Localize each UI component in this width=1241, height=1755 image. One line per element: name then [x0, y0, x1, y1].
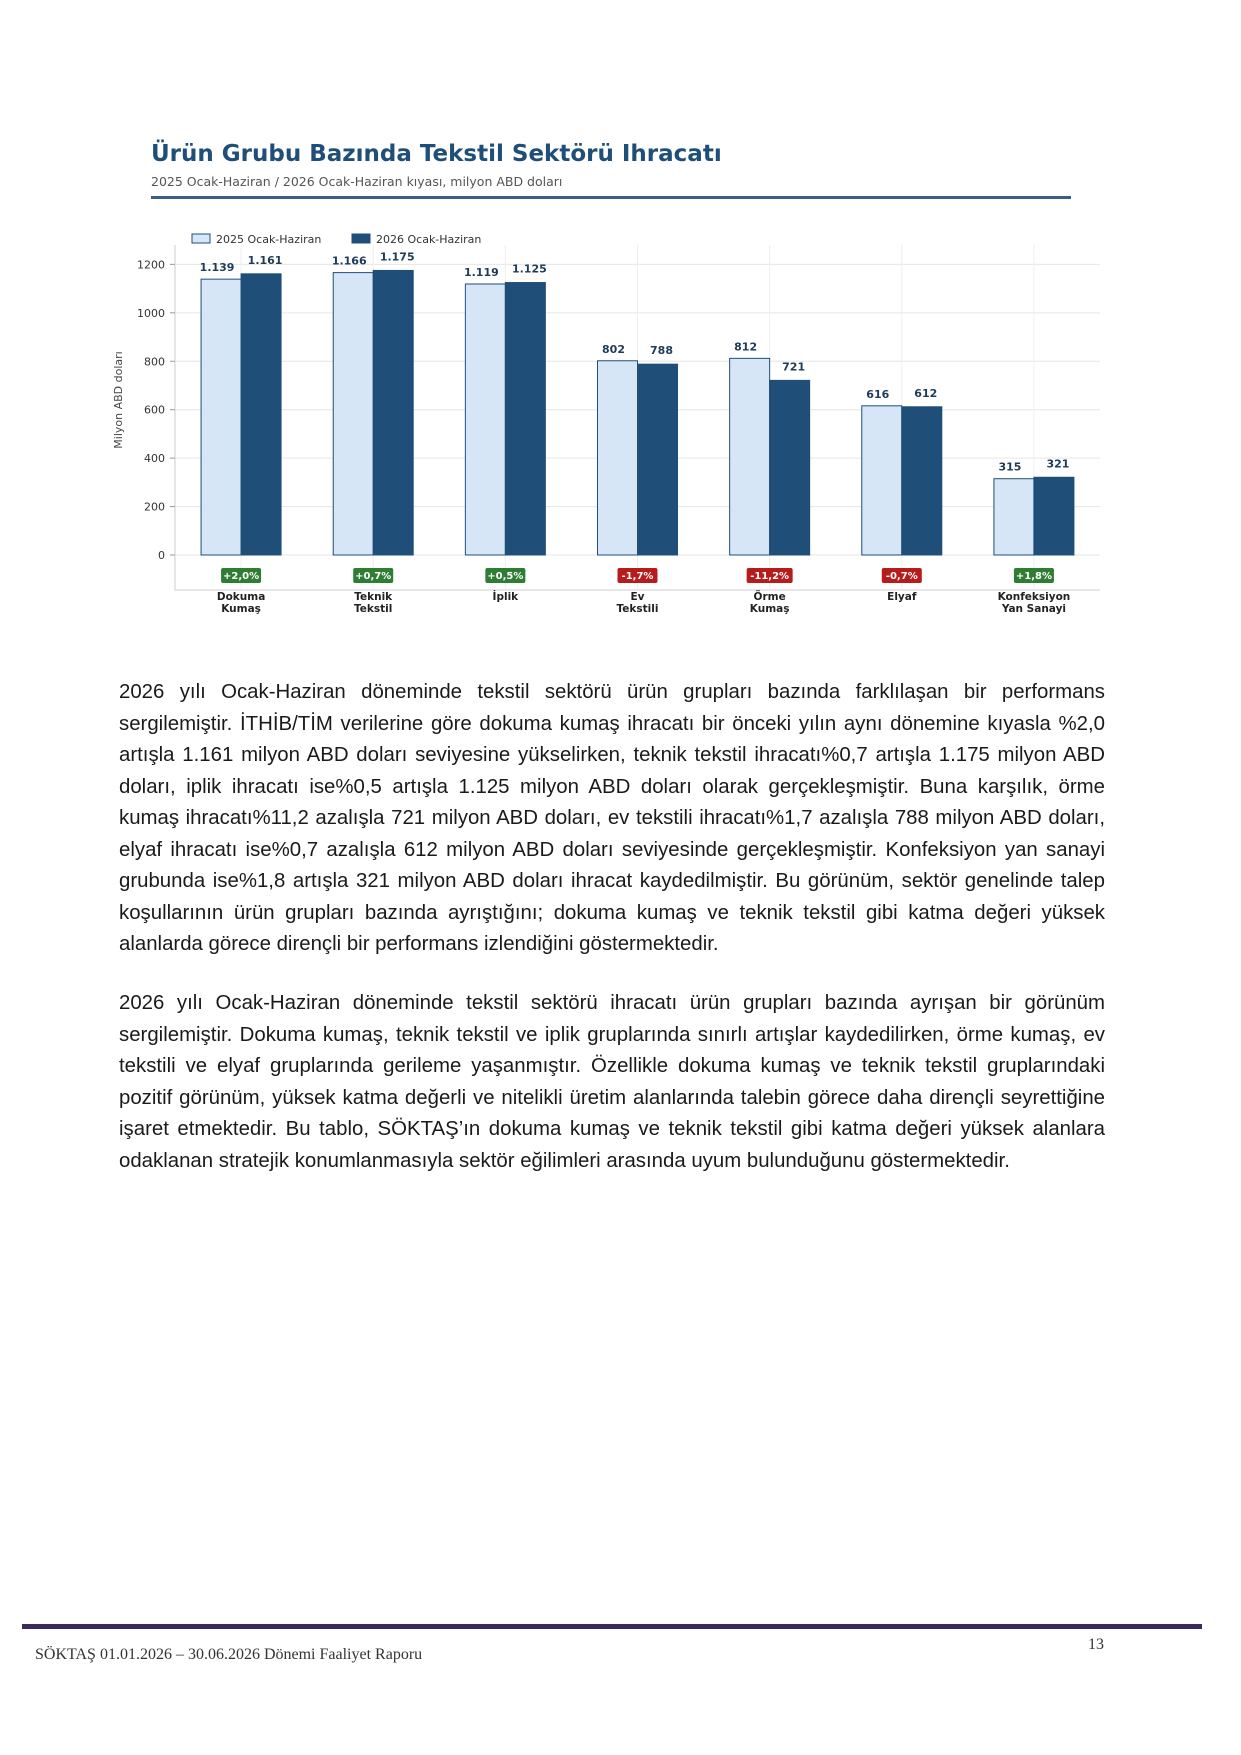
y-tick-label: 0: [158, 549, 165, 562]
category-label: Kumaş: [749, 603, 790, 615]
category-label: Tekstil: [354, 603, 393, 615]
bar-value-label: 1.161: [247, 253, 283, 267]
bar-value-label: 321: [1046, 457, 1070, 471]
legend-label: 2025 Ocak-Haziran: [216, 233, 322, 246]
category-label: Teknik: [354, 591, 393, 603]
bar-2025: [862, 406, 902, 555]
paragraph-2: 2026 yılı Ocak-Haziran döneminde tekstil sektörü ihracatı ürün grupları bazında ayrışan bir görünüm sergilemiştir. Dokuma kumaş, teknik tekstil ve iplik gruplarında sınırlı artışlar kaydedilirken, örme kumaş, ev tekstili ve elyaf gruplarında gerileme yaşanmıştır. Özellikle dokuma kumaş ve teknik tekstil gruplarındaki pozitif görünüm, yüksek katma değerli ve nitelikli üretim alanlarında talebin görece daha dirençli seyrettiğine işaret etmektedir. Bu tablo, SÖKTAŞ’ın dokuma kumaş ve teknik tekstil gibi katma değeri yüksek alanlara odaklanan stratejik konumlanmasıyla sektör eğilimleri arasında uyum bulunduğunu göstermektedir.: [119, 992, 1105, 1172]
y-tick-label: 800: [144, 355, 165, 369]
category-label: Örme: [753, 591, 786, 603]
change-badge-label: -11,2%: [750, 571, 790, 582]
bar-value-label: 788: [650, 344, 673, 358]
category-label: İplik: [492, 591, 519, 603]
change-badge-label: +0,5%: [487, 571, 524, 582]
chart-title: Ürün Grubu Bazında Tekstil Sektörü Ihracatı: [151, 141, 722, 167]
legend-swatch: [352, 234, 370, 243]
bar-2025: [598, 361, 638, 555]
change-badge-label: -1,7%: [621, 571, 654, 582]
bar-2026: [373, 270, 413, 555]
bar-2025: [201, 279, 241, 555]
legend-label: 2026 Ocak-Haziran: [376, 233, 482, 246]
bar-value-label: 1.119: [463, 265, 499, 279]
change-badge-label: +1,8%: [1015, 571, 1052, 582]
y-tick-label: 200: [144, 500, 165, 514]
bar-value-label: 1.125: [511, 262, 547, 276]
bar-2026: [770, 380, 810, 555]
y-tick-label: 1200: [137, 258, 165, 272]
bar-value-label: 315: [998, 460, 1022, 474]
page-number: 13: [1088, 1636, 1104, 1653]
change-badge-label: +0,7%: [355, 571, 392, 582]
legend-swatch: [192, 234, 210, 243]
bar-value-label: 1.139: [199, 261, 235, 275]
bar-value-label: 616: [866, 387, 890, 401]
bar-2026: [241, 274, 281, 555]
bar-2026: [1034, 477, 1074, 555]
category-label: Elyaf: [887, 591, 917, 603]
bar-value-label: 812: [734, 340, 758, 354]
change-badge-label: +2,0%: [223, 571, 260, 582]
footer-rule: [22, 1624, 1202, 1629]
bar-value-label: 1.166: [331, 254, 367, 268]
bar-value-label: 802: [602, 342, 625, 356]
category-label: Kumaş: [221, 603, 261, 615]
y-tick-label: 400: [144, 452, 165, 466]
bar-value-label: 721: [782, 360, 806, 374]
bar-chart: [110, 230, 1110, 630]
category-label: Tekstili: [616, 603, 659, 615]
bar-value-label: 612: [914, 386, 938, 400]
y-tick-label: 1000: [137, 306, 165, 320]
category-label: Yan Sanayi: [1001, 603, 1067, 615]
category-label: Konfeksiyon: [997, 591, 1071, 603]
chart-subtitle: 2025 Ocak-Haziran / 2026 Ocak-Haziran kıyası, milyon ABD doları: [151, 174, 563, 189]
bar-2026: [902, 407, 942, 555]
bar-2025: [994, 479, 1034, 555]
category-label: Ev: [630, 591, 645, 603]
title-rule: [151, 196, 1071, 199]
footer-report-title: SÖKTAŞ 01.01.2026 – 30.06.2026 Dönemi Faaliyet Raporu: [35, 1646, 423, 1663]
y-axis-label: Milyon ABD doları: [112, 351, 125, 449]
bar-2026: [638, 364, 678, 555]
change-badge-label: -0,7%: [885, 571, 918, 582]
bar-2025: [333, 273, 373, 555]
paragraph-1: 2026 yılı Ocak-Haziran döneminde tekstil sektörü ürün grupları bazında farklılaşan bir performans sergilemiştir. İTHİB/TİM verilerine göre dokuma kumaş ihracatı bir önceki yılın aynı dönemine kıyasla %2,0 artışla 1.161 milyon ABD doları seviyesine yükselirken, teknik tekstil ihracatı%0,7 artışla 1.175 milyon ABD doları, iplik ihracatı ise%0,5 artışla 1.125 milyon ABD doları olarak gerçekleşmiştir. Buna karşılık, örme kumaş ihracatı%11,2 azalışla 721 milyon ABD doları, ev tekstili ihracatı%1,7 azalışla 788 milyon ABD doları, elyaf ihracatı ise%0,7 azalışla 612 milyon ABD doları seviyesinde gerçekleşmiştir. Konfeksiyon yan sanayi grubunda ise%1,8 artışla 321 milyon ABD doları ihracat kaydedilmiştir. Bu görünüm, sektör genelinde talep koşullarının ürün grupları bazında ayrıştığını; dokuma kumaş ve teknik tekstil gibi katma değeri yüksek alanlarda görece dirençli bir performans izlendiğini göstermektedir.: [119, 681, 1105, 955]
bar-2025: [465, 284, 505, 555]
bar-2025: [730, 358, 770, 555]
bar-value-label: 1.175: [379, 250, 415, 264]
category-label: Dokuma: [216, 591, 266, 603]
bar-2026: [505, 283, 545, 555]
y-tick-label: 600: [144, 403, 165, 417]
